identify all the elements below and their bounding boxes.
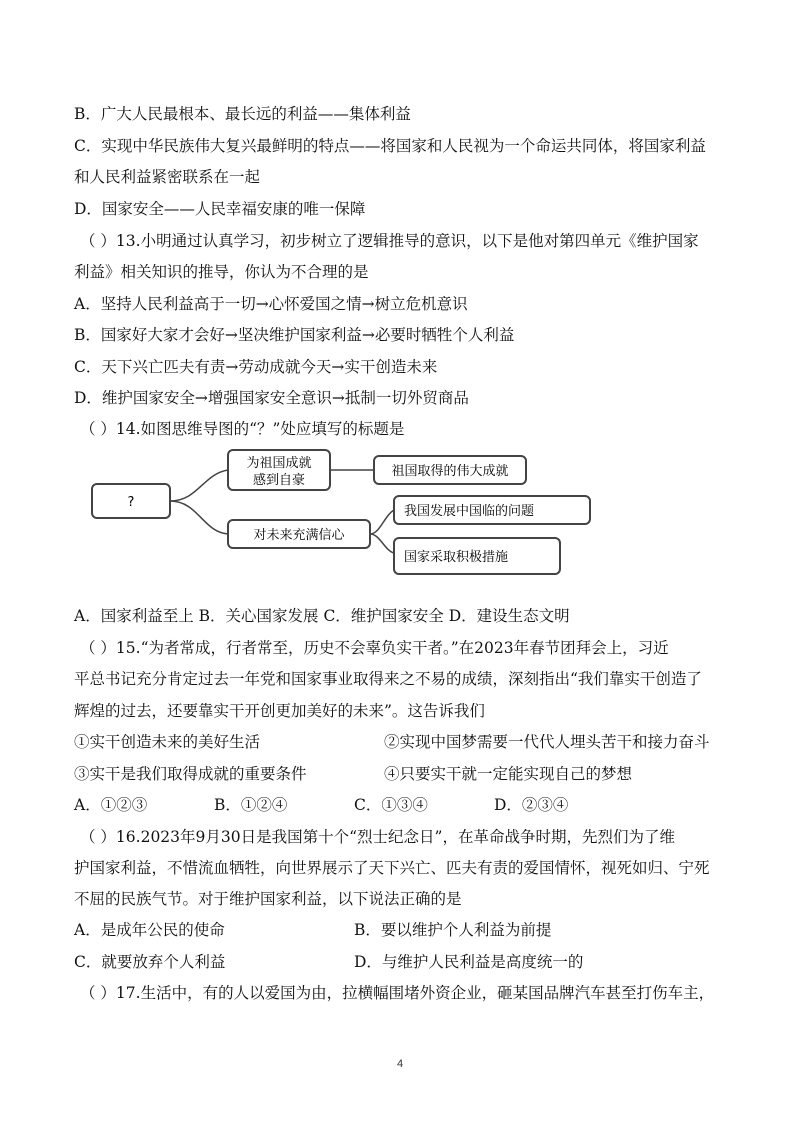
q15-option-d: D．②③④ bbox=[494, 796, 569, 814]
q16-stem-line2: 护国家利益，不惜流血牺牲，向世界展示了天下兴亡、匹夫有责的爱国情怀，视死如归、宁死 bbox=[74, 859, 710, 877]
q13-stem-line2: 利益》相关知识的推导，你认为不合理的是 bbox=[74, 263, 369, 281]
q13-option-b: B．国家好大家才会好→坚决维护国家利益→必要时牺牲个人利益 bbox=[74, 326, 515, 344]
q15-statement-1: ①实干创造未来的美好生活 bbox=[74, 733, 261, 751]
q16-option-c: C．就要放弃个人利益 bbox=[74, 953, 226, 971]
mind-map-diagram bbox=[88, 446, 608, 586]
q17-stem-line1: （ ）17.生活中，有的人以爱国为由，拉横幅围堵外资企业，砸某国品牌汽车甚至打伤车主， bbox=[80, 984, 715, 1002]
q16-option-d: D．与维护人民利益是高度统一的 bbox=[354, 953, 584, 971]
q13-stem-line1: （ ）13.小明通过认真学习，初步树立了逻辑推导的意识，以下是他对第四单元《维护国家 bbox=[80, 232, 699, 250]
q15-stem-line1: （ ）15.“为者常成，行者常至，历史不会辜负实干者。”在2023年春节团拜会上，习近 bbox=[80, 639, 669, 657]
q12-option-c-line1: C．实现中华民族伟大复兴最鲜明的特点——将国家和人民视为一个命运共同体，将国家利益 bbox=[74, 137, 706, 155]
mind-map-root-label: ? bbox=[127, 495, 135, 510]
q15-statement-4: ④只要实干就一定能实现自己的梦想 bbox=[384, 765, 633, 783]
q12-option-c-line2: 和人民利益紧密联系在一起 bbox=[74, 168, 261, 186]
q15-stem-line2: 平总书记充分肯定过去一年党和国家事业取得来之不易的成绩，深刻指出“我们靠实干创造了 bbox=[74, 670, 702, 688]
mind-map-branch1-child-label: 祖国取得的伟大成就 bbox=[391, 464, 509, 479]
q15-statement-2: ②实现中国梦需要一代代人埋头苦干和接力奋斗 bbox=[384, 733, 710, 751]
q12-option-d: D．国家安全——人民幸福安康的唯一保障 bbox=[74, 200, 366, 218]
q16-option-a: A．是成年公民的使命 bbox=[74, 921, 225, 939]
q16-stem-line3: 不屈的民族气节。对于维护国家利益，以下说法正确的是 bbox=[74, 890, 462, 908]
q14-stem: （ ）14.如图思维导图的“？”处应填写的标题是 bbox=[80, 420, 405, 438]
q15-statement-3: ③实干是我们取得成就的重要条件 bbox=[74, 765, 307, 783]
mind-map-branch1-label-line2: 感到自豪 bbox=[252, 473, 306, 488]
q13-option-d: D．维护国家安全→增强国家安全意识→抵制一切外贸商品 bbox=[74, 389, 469, 407]
page-number: 4 bbox=[396, 1058, 404, 1070]
q16-stem-line1: （ ）16.2023年9月30日是我国第十个“烈士纪念日”，在革命战争时期，先烈们为了维 bbox=[80, 828, 675, 846]
q15-option-b: B．①②④ bbox=[214, 796, 288, 814]
q15-stem-line3: 辉煌的过去，还要靠实干开创更加美好的未来”。这告诉我们 bbox=[74, 702, 485, 720]
q15-option-a: A．①②③ bbox=[74, 796, 148, 814]
q13-option-c: C．天下兴亡匹夫有责→劳动成就今天→实干创造未来 bbox=[74, 358, 438, 376]
q14-options: A．国家利益至上 B．关心国家发展 C．维护国家安全 D．建设生态文明 bbox=[74, 607, 570, 625]
mind-map-branch2-label: 对未来充满信心 bbox=[253, 528, 345, 543]
mind-map-branch2-child2-label: 国家采取积极措施 bbox=[404, 550, 509, 565]
mind-map-branch2-child1-label: 我国发展中国临的问题 bbox=[404, 504, 535, 519]
q15-option-c: C．①③④ bbox=[354, 796, 428, 814]
q12-option-b: B．广大人民最根本、最长远的利益——集体利益 bbox=[74, 105, 411, 123]
mind-map-branch1-label-line1: 为祖国成就 bbox=[246, 456, 312, 471]
q16-option-b: B．要以维护个人利益为前提 bbox=[354, 921, 552, 939]
q13-option-a: A．坚持人民利益高于一切→心怀爱国之情→树立危机意识 bbox=[74, 295, 468, 313]
